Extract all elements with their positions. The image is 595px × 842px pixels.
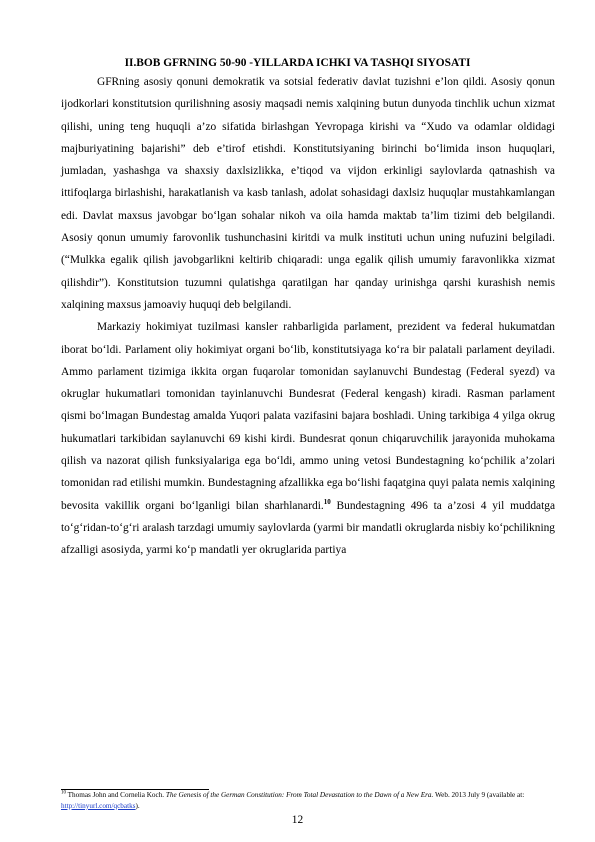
footnote-end: ).	[135, 802, 140, 810]
body-text	[61, 71, 555, 562]
footnote-title: The Genesis of the German Constitution: From Total Devastation to the Dawn of a New Era.	[165, 791, 434, 799]
page-number: 12	[291, 814, 304, 826]
footnote-number: 10	[61, 790, 66, 796]
footnote	[61, 790, 555, 812]
footnote-link[interactable]: http://tinyurl.com/qcbatks	[61, 802, 136, 810]
chapter-heading: II.BOB GFRNING 50-90 -YILLARDA ICHKI VA TASHQI SIYOSATI	[124, 57, 471, 69]
paragraph-1: GFRning asosiy qonuni demokratik va sotsial federativ davlat tuzishni e’lon qildi. Asosiy qonun ijodkorlari konstitutsion qurilishning asosiy maqsadi nemis xalqining butun dunyoda tinchlik uchun xizmat qilishi, uning teng huquqli a’zo sifatida birlashgan Yevropaga kirishi va “Xudo va odamlar oldidagi majburiyatining bajarishi” deb e’tirof etishdi. Konstitutsiyaning birinchi bo‘limida inson huquqlari, jumladan, yashashga va shaxsiy daxlsizlikka, e’tiqod va vijdon erkinligi saylovlarda qatnashish va ittifoqlarga birlashishi, harakatlanish va kasb tanlash, adolat sohasidagi daxlsiz huquqlar mustahkamlangan edi. Davlat maxsus javobgar bo‘lgan sohalar nikoh va oila hamda maktab ta’lim tizimi deb belgilandi. Asosiy qonun umumiy farovonlik tushunchasini kiritdi va mulk instituti uchun uning nufuzini belgiladi. (“Mulkka egalik qilish javobgarlikni keltirib chiqaradi: unga egalik qilish umumiy faravonlikka xizmat qilishdir”). Konstitutsion tuzumni qulatishga qaratilgan har qanday urinishga qarshi kurashish nemis xalqining maxsus jamoaviy huquqi deb belgilandi.	[61, 76, 555, 311]
paragraph-2-text-a: Markaziy hokimiyat tuzilmasi kansler rahbarligida parlament, prezident va federal hukumatdan iborat bo‘ldi. Parlament oliy hokimiyat organi bo‘lib, konstitutsiyaga ko‘ra bir palatali parlament deyiladi. Ammo parlament tizimiga ikkita organ fuqarolar tomonidan saylanuvchi Bundestag (Federal syezd) va okruglar hukumatlari tomonidan tayinlanuvchi Bundesrat (Federal kengash) kiradi. Rasman parlament qismi bo‘lmagan Bundestag amalda Yuqori palata vazifasini bajara boshladi. Uning tarkibiga 4 yilga okrug hukumatlari tarkibidan saylanuvchi 69 kishi kirdi. Bundesrat qonun chiqaruvchilik jarayonida muhokama qilish va nazorat qilish funksiyalariga ega bo‘ldi, ammo uning vetosi Bundestagning ko‘pchilik a’zolari tomonidan rad etilishi mumkin. Bundestagning afzallikka ega bo‘lishi faqatgina quyi palata nemis xalqining bevosita vakillik organi bo‘lganligi bilan sharhlanardi.	[61, 321, 555, 512]
footnote-authors: Thomas John and Cornelia Koch.	[66, 791, 166, 799]
footnote-web: Web. 2013 July 9 (available at:	[433, 791, 525, 799]
paragraph-2-text-b: Bundestagning 496 ta a’zosi 4 yil muddatga to‘g‘ridan-to‘g‘ri aralash tarzdagi umumiy saylovlarda (yarmi bir mandatli okruglarda nisbiy ko‘pchilikning afzalligi asosiyda, yarmi ko‘p mandatli yer okruglarida partiya	[61, 499, 556, 557]
paragraph-2	[61, 316, 555, 561]
footnote-reference[interactable]: 10	[323, 497, 331, 506]
